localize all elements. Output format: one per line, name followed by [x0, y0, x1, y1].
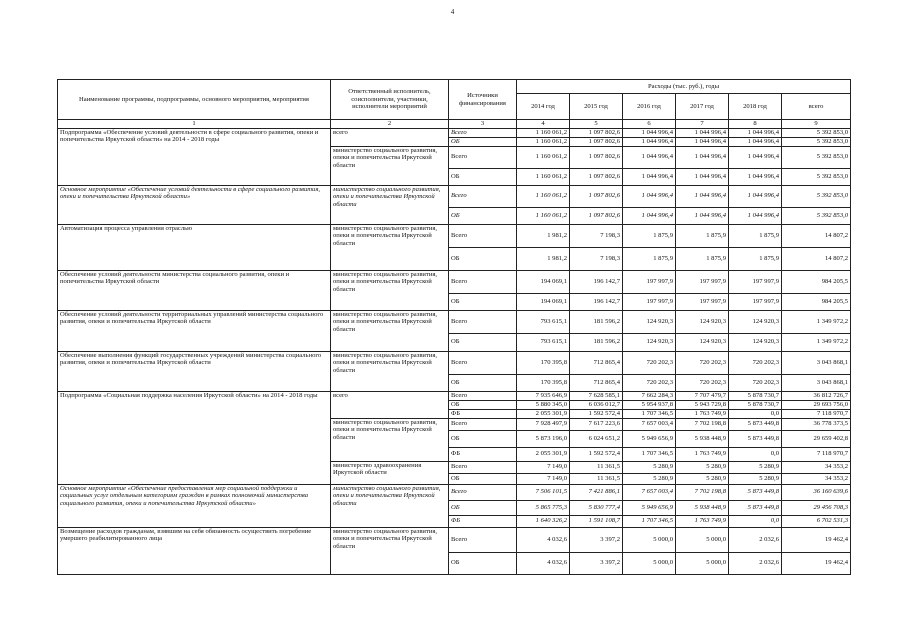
value-cell: 1 349 972,2	[782, 310, 851, 333]
responsible-cell: всего	[331, 391, 449, 418]
value-cell: 2 055 301,9	[517, 409, 570, 418]
value-cell: 1 875,9	[676, 247, 729, 270]
value-cell: 720 202,3	[623, 374, 676, 391]
value-cell: 1 044 996,4	[623, 137, 676, 146]
col-number: 7	[676, 120, 729, 129]
table-row	[58, 310, 851, 333]
value-cell: 1 640 326,2	[517, 515, 570, 527]
value-cell: 1 875,9	[729, 224, 782, 247]
col-number: 2	[331, 120, 449, 129]
value-cell: 6 036 012,7	[570, 400, 623, 409]
value-cell: 5 873 449,8	[729, 500, 782, 515]
value-cell: 1 044 996,4	[676, 168, 729, 185]
activity-name: Обеспечение условий деятельности территориальных управлений министерства социального развития, опеки и попечительства Иркутской области	[58, 310, 331, 351]
value-cell: 1 160 061,2	[517, 128, 570, 137]
value-cell: 1 097 802,6	[570, 185, 623, 207]
value-cell: 5 873 196,0	[517, 430, 570, 447]
value-cell: 1 592 572,4	[570, 409, 623, 418]
header-year-2014: 2014 год	[517, 94, 570, 120]
value-cell: 793 615,1	[517, 310, 570, 333]
value-cell: 29 659 402,8	[782, 430, 851, 447]
value-cell: 5 000,0	[623, 552, 676, 574]
value-cell: 5 880 345,0	[517, 400, 570, 409]
value-cell: 7 657 003,4	[623, 418, 676, 430]
value-cell: 1 763 749,9	[676, 447, 729, 461]
value-cell: 7 657 003,4	[623, 484, 676, 500]
value-cell: 5 943 729,8	[676, 400, 729, 409]
responsible-cell: министерство здравоохранения Иркутской области	[331, 461, 449, 484]
value-cell: 36 778 373,5	[782, 418, 851, 430]
value-cell: 181 596,2	[570, 310, 623, 333]
value-cell: 197 997,9	[676, 270, 729, 293]
responsible-cell: министерство социального развития, опеки и попечительства Иркутской области	[331, 351, 449, 391]
table-row	[58, 527, 851, 552]
subprogram-name: Подпрограмма «Социальная поддержка населения Иркутской области» на 2014 - 2018 годы	[58, 391, 331, 484]
value-cell: 7 421 886,1	[570, 484, 623, 500]
value-cell: 1 044 996,4	[623, 146, 676, 168]
value-cell: 1 044 996,4	[676, 207, 729, 224]
value-cell: 34 353,2	[782, 461, 851, 473]
source-cell: Всего	[449, 418, 517, 430]
value-cell: 5 873 449,8	[729, 430, 782, 447]
value-cell: 7 149,0	[517, 473, 570, 484]
source-cell: ОБ	[449, 374, 517, 391]
value-cell: 1 707 346,5	[623, 515, 676, 527]
value-cell: 5 949 656,9	[623, 500, 676, 515]
value-cell: 1 044 996,4	[676, 128, 729, 137]
value-cell: 197 997,9	[676, 293, 729, 310]
value-cell: 1 044 996,4	[729, 168, 782, 185]
value-cell: 194 069,1	[517, 293, 570, 310]
value-cell: 5 938 448,9	[676, 430, 729, 447]
table-row	[58, 270, 851, 293]
value-cell: 36 812 726,7	[782, 391, 851, 400]
header-responsible: Ответственный исполнитель, соисполнители, участники, исполнители мероприятий	[331, 80, 449, 120]
header-name: Наименование программы, подпрограммы, основного мероприятия, мероприятия	[58, 80, 331, 120]
value-cell: 2 032,6	[729, 527, 782, 552]
value-cell: 5 865 775,3	[517, 500, 570, 515]
col-number: 4	[517, 120, 570, 129]
value-cell: 36 160 639,6	[782, 484, 851, 500]
source-cell: ОБ	[449, 333, 517, 351]
value-cell: 0,0	[729, 447, 782, 461]
source-cell: Всего	[449, 224, 517, 247]
value-cell: 5 938 448,9	[676, 500, 729, 515]
value-cell: 720 202,3	[676, 374, 729, 391]
value-cell: 170 395,8	[517, 374, 570, 391]
value-cell: 1 044 996,4	[623, 207, 676, 224]
source-cell: ОБ	[449, 473, 517, 484]
table-row	[58, 391, 851, 400]
value-cell: 1 160 061,2	[517, 146, 570, 168]
col-number: 8	[729, 120, 782, 129]
table-row	[58, 484, 851, 500]
value-cell: 1 349 972,2	[782, 333, 851, 351]
column-numbers-row	[58, 120, 851, 129]
value-cell: 1 591 108,7	[570, 515, 623, 527]
value-cell: 7 935 646,9	[517, 391, 570, 400]
value-cell: 1 160 061,2	[517, 168, 570, 185]
table-row	[58, 185, 851, 207]
responsible-cell: министерство социального развития, опеки и попечительства Иркутской области	[331, 146, 449, 185]
header-year-2016: 2016 год	[623, 94, 676, 120]
value-cell: 7 198,3	[570, 224, 623, 247]
value-cell: 720 202,3	[676, 351, 729, 374]
value-cell: 29 693 756,0	[782, 400, 851, 409]
value-cell: 29 456 708,3	[782, 500, 851, 515]
value-cell: 5 830 777,4	[570, 500, 623, 515]
value-cell: 1 981,2	[517, 224, 570, 247]
value-cell: 124 920,3	[676, 310, 729, 333]
responsible-cell: министерство социального развития, опеки и попечительства Иркутской области	[331, 310, 449, 351]
table-row	[58, 351, 851, 374]
source-cell: ОБ	[449, 207, 517, 224]
source-cell: ОБ	[449, 500, 517, 515]
value-cell: 7 149,0	[517, 461, 570, 473]
value-cell: 0,0	[729, 515, 782, 527]
value-cell: 5 280,9	[623, 461, 676, 473]
source-cell: ФБ	[449, 515, 517, 527]
value-cell: 1 044 996,4	[676, 146, 729, 168]
table-row	[58, 224, 851, 247]
value-cell: 5 949 656,9	[623, 430, 676, 447]
value-cell: 3 043 868,1	[782, 351, 851, 374]
header-year-2015: 2015 год	[570, 94, 623, 120]
value-cell: 5 280,9	[676, 473, 729, 484]
value-cell: 5 873 449,8	[729, 418, 782, 430]
value-cell: 5 878 730,7	[729, 391, 782, 400]
value-cell: 1 044 996,4	[729, 185, 782, 207]
source-cell: ФБ	[449, 447, 517, 461]
value-cell: 124 920,3	[729, 310, 782, 333]
value-cell: 1 875,9	[623, 224, 676, 247]
value-cell: 196 142,7	[570, 270, 623, 293]
col-number: 9	[782, 120, 851, 129]
page-number: 4	[450, 8, 455, 16]
value-cell: 1 044 996,4	[729, 146, 782, 168]
value-cell: 712 865,4	[570, 351, 623, 374]
value-cell: 720 202,3	[623, 351, 676, 374]
value-cell: 712 865,4	[570, 374, 623, 391]
value-cell: 124 920,3	[729, 333, 782, 351]
value-cell: 197 997,9	[623, 293, 676, 310]
value-cell: 11 361,5	[570, 473, 623, 484]
value-cell: 5 392 853,0	[782, 168, 851, 185]
source-cell: ОБ	[449, 430, 517, 447]
col-number: 1	[58, 120, 331, 129]
value-cell: 5 280,9	[623, 473, 676, 484]
value-cell: 7 118 970,7	[782, 447, 851, 461]
subprogram-name: Подпрограмма «Обеспечение условий деятельности в сфере социального развития, опеки и попечительства Иркутской области» на 2014 - 2018 годы	[58, 128, 331, 185]
header-expenses: Расходы (тыс. руб.), годы	[517, 80, 851, 94]
value-cell: 196 142,7	[570, 293, 623, 310]
activity-name: Основное мероприятие «Обеспечение предоставления мер социальной поддержки и социальных услуг отдельным категориям граждан в рамках полномочий министерства социального развития, опеки и попечительства Иркутской области»	[58, 484, 331, 527]
value-cell: 1 044 996,4	[623, 168, 676, 185]
responsible-cell: министерство социального развития, опеки и попечительства Иркутской области	[331, 527, 449, 574]
source-cell: Всего	[449, 351, 517, 374]
value-cell: 5 392 853,0	[782, 185, 851, 207]
value-cell: 6 702 531,3	[782, 515, 851, 527]
value-cell: 34 353,2	[782, 473, 851, 484]
value-cell: 5 280,9	[729, 473, 782, 484]
value-cell: 5 000,0	[676, 527, 729, 552]
value-cell: 5 878 730,7	[729, 400, 782, 409]
value-cell: 5 392 853,0	[782, 207, 851, 224]
value-cell: 1 044 996,4	[729, 137, 782, 146]
value-cell: 7 506 101,5	[517, 484, 570, 500]
value-cell: 1 707 346,5	[623, 447, 676, 461]
source-cell: ОБ	[449, 400, 517, 409]
value-cell: 720 202,3	[729, 374, 782, 391]
value-cell: 1 097 802,6	[570, 137, 623, 146]
responsible-cell: министерство социального развития, опеки и попечительства Иркутской области	[331, 418, 449, 461]
value-cell: 1 044 996,4	[623, 128, 676, 137]
activity-name: Возмещение расходов гражданам, взявшим на себя обязанность осуществить погребение умершего реабилитированного лица	[58, 527, 331, 574]
value-cell: 1 981,2	[517, 247, 570, 270]
source-cell: ОБ	[449, 168, 517, 185]
value-cell: 124 920,3	[623, 310, 676, 333]
value-cell: 3 397,2	[570, 552, 623, 574]
value-cell: 5 280,9	[676, 461, 729, 473]
source-cell: Всего	[449, 146, 517, 168]
value-cell: 170 395,8	[517, 351, 570, 374]
value-cell: 4 032,6	[517, 527, 570, 552]
value-cell: 5 000,0	[676, 552, 729, 574]
value-cell: 4 032,6	[517, 552, 570, 574]
source-cell: Всего	[449, 527, 517, 552]
source-cell: Всего	[449, 310, 517, 333]
value-cell: 1 875,9	[623, 247, 676, 270]
source-cell: ОБ	[449, 552, 517, 574]
value-cell: 5 000,0	[623, 527, 676, 552]
source-cell: ОБ	[449, 137, 517, 146]
value-cell: 1 044 996,4	[623, 185, 676, 207]
source-cell: ФБ	[449, 409, 517, 418]
value-cell: 1 763 749,9	[676, 515, 729, 527]
value-cell: 1 044 996,4	[729, 207, 782, 224]
value-cell: 1 097 802,6	[570, 146, 623, 168]
value-cell: 194 069,1	[517, 270, 570, 293]
value-cell: 1 160 061,2	[517, 137, 570, 146]
header-source: Источники финансирования	[449, 80, 517, 120]
value-cell: 984 205,5	[782, 293, 851, 310]
header-year-2018: 2018 год	[729, 94, 782, 120]
source-cell: Всего	[449, 461, 517, 473]
value-cell: 1 097 802,6	[570, 168, 623, 185]
responsible-cell: министерство социального развития, опеки и попечительства Иркутской области	[331, 270, 449, 310]
value-cell: 2 055 301,9	[517, 447, 570, 461]
value-cell: 181 596,2	[570, 333, 623, 351]
value-cell: 0,0	[729, 409, 782, 418]
value-cell: 124 920,3	[676, 333, 729, 351]
value-cell: 720 202,3	[729, 351, 782, 374]
activity-name: Обеспечение выполнения функций государственных учреждений министерства социального развития, опеки и попечительства Иркутской области	[58, 351, 331, 391]
value-cell: 7 662 284,3	[623, 391, 676, 400]
value-cell: 1 763 749,9	[676, 409, 729, 418]
value-cell: 197 997,9	[623, 270, 676, 293]
value-cell: 5 392 853,0	[782, 128, 851, 137]
value-cell: 7 617 223,6	[570, 418, 623, 430]
value-cell: 124 920,3	[623, 333, 676, 351]
value-cell: 5 392 853,0	[782, 146, 851, 168]
responsible-cell: министерство социального развития, опеки и попечительства Иркутской области	[331, 224, 449, 270]
col-number: 6	[623, 120, 676, 129]
source-cell: Всего	[449, 391, 517, 400]
responsible-cell: министерство социального развития, опеки и попечительства Иркутской области	[331, 185, 449, 224]
value-cell: 1 160 061,2	[517, 207, 570, 224]
value-cell: 1 097 802,6	[570, 128, 623, 137]
value-cell: 1 875,9	[729, 247, 782, 270]
value-cell: 7 702 198,8	[676, 484, 729, 500]
value-cell: 984 205,5	[782, 270, 851, 293]
value-cell: 7 928 497,9	[517, 418, 570, 430]
budget-table	[57, 79, 851, 575]
value-cell: 1 097 802,6	[570, 207, 623, 224]
value-cell: 7 198,3	[570, 247, 623, 270]
value-cell: 7 707 479,7	[676, 391, 729, 400]
value-cell: 1 875,9	[676, 224, 729, 247]
header-total: всего	[782, 94, 851, 120]
value-cell: 5 954 937,8	[623, 400, 676, 409]
col-number: 5	[570, 120, 623, 129]
value-cell: 1 160 061,2	[517, 185, 570, 207]
value-cell: 793 615,1	[517, 333, 570, 351]
value-cell: 5 873 449,8	[729, 484, 782, 500]
activity-name: Обеспечение условий деятельности министерства социального развития, опеки и попечительства Иркутской области	[58, 270, 331, 310]
value-cell: 19 462,4	[782, 552, 851, 574]
source-cell: ОБ	[449, 247, 517, 270]
source-cell: Всего	[449, 270, 517, 293]
value-cell: 14 807,2	[782, 247, 851, 270]
value-cell: 197 997,9	[729, 270, 782, 293]
value-cell: 5 392 853,0	[782, 137, 851, 146]
value-cell: 1 044 996,4	[676, 137, 729, 146]
table-row	[58, 128, 851, 137]
value-cell: 6 024 651,2	[570, 430, 623, 447]
value-cell: 19 462,4	[782, 527, 851, 552]
responsible-cell: министерство социального развития, опеки и попечительства Иркутской области	[331, 484, 449, 527]
header-year-2017: 2017 год	[676, 94, 729, 120]
value-cell: 11 361,5	[570, 461, 623, 473]
value-cell: 1 044 996,4	[676, 185, 729, 207]
value-cell: 3 043 868,1	[782, 374, 851, 391]
source-cell: Всего	[449, 185, 517, 207]
value-cell: 1 707 346,5	[623, 409, 676, 418]
value-cell: 7 628 585,1	[570, 391, 623, 400]
col-number: 3	[449, 120, 517, 129]
value-cell: 1 592 572,4	[570, 447, 623, 461]
value-cell: 7 702 198,8	[676, 418, 729, 430]
value-cell: 3 397,2	[570, 527, 623, 552]
value-cell: 2 032,6	[729, 552, 782, 574]
activity-name: Автоматизация процесса управления отраслью	[58, 224, 331, 270]
value-cell: 14 807,2	[782, 224, 851, 247]
activity-name: Основное мероприятие «Обеспечение условий деятельности в сфере социального развития, опеки и попечительства Иркутской области»	[58, 185, 331, 224]
responsible-cell: всего	[331, 128, 449, 146]
value-cell: 197 997,9	[729, 293, 782, 310]
value-cell: 7 118 970,7	[782, 409, 851, 418]
source-cell: Всего	[449, 128, 517, 137]
value-cell: 5 280,9	[729, 461, 782, 473]
value-cell: 1 044 996,4	[729, 128, 782, 137]
source-cell: Всего	[449, 484, 517, 500]
source-cell: ОБ	[449, 293, 517, 310]
